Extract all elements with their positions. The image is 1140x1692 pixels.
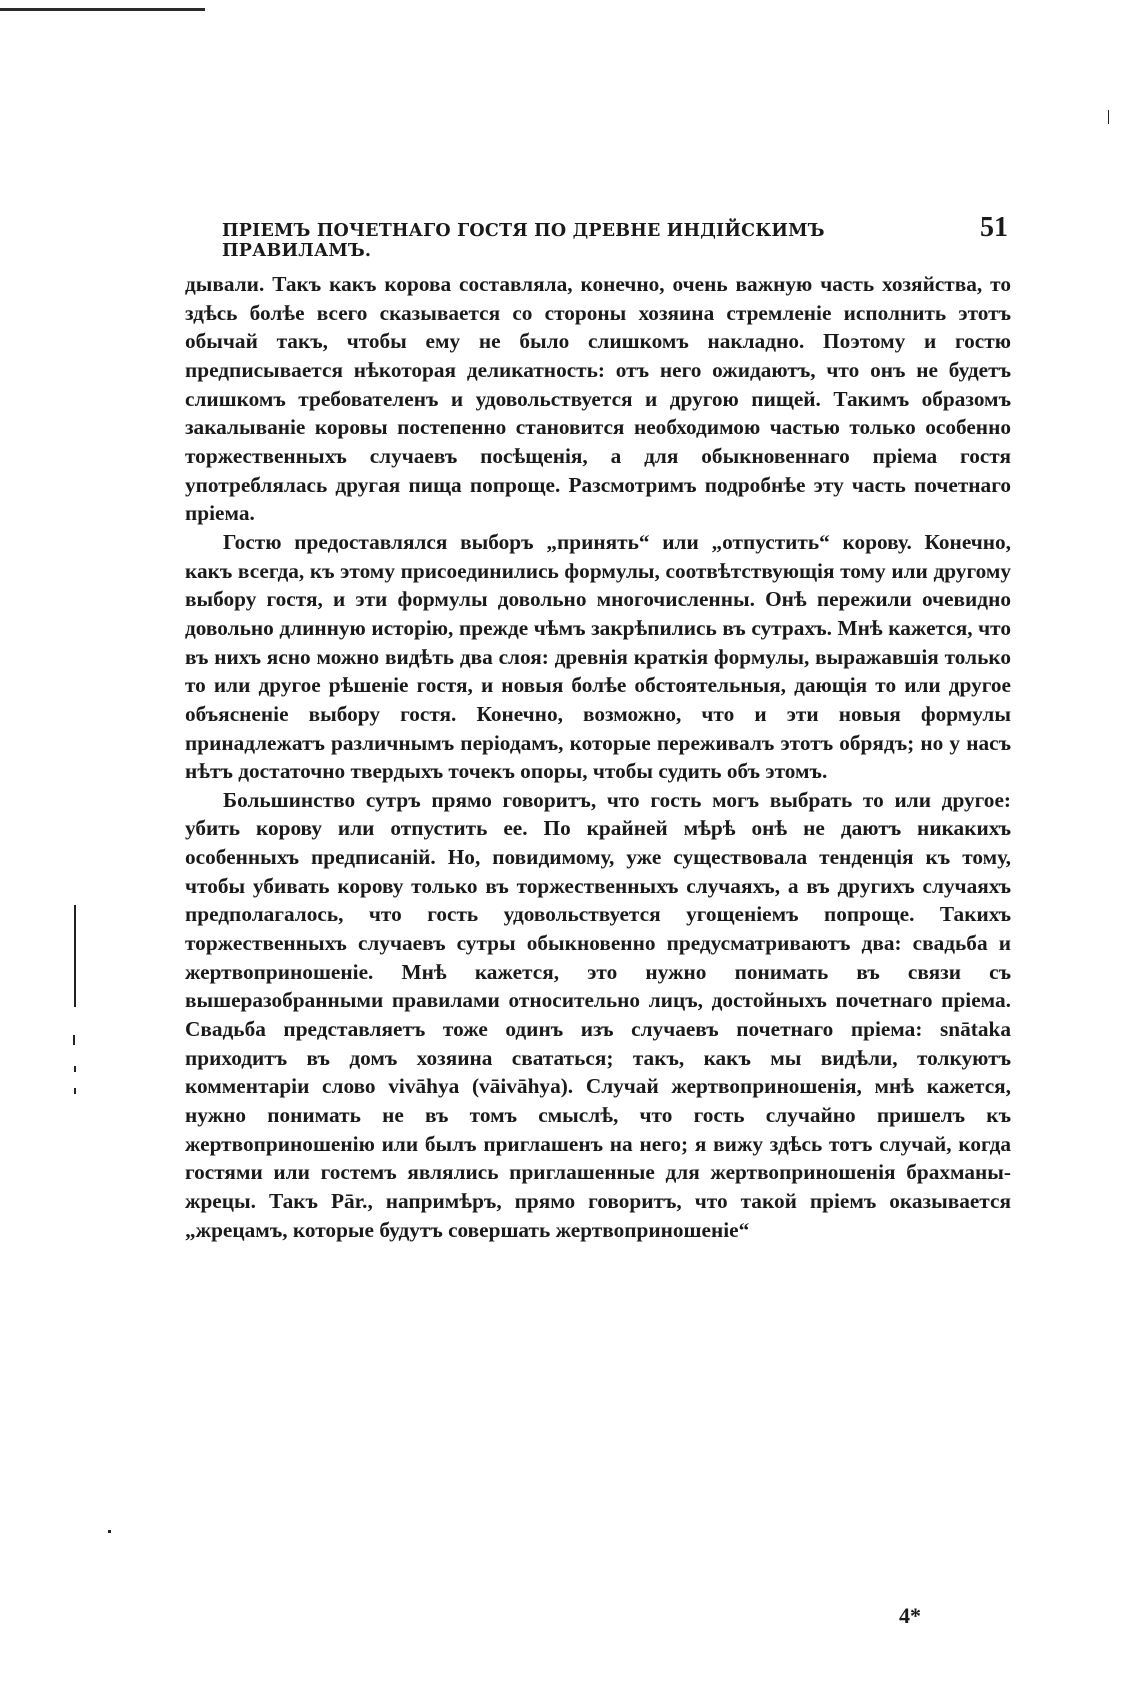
margin-scan-mark: [74, 1088, 76, 1094]
signature-mark: 4*: [899, 1603, 921, 1628]
margin-scan-mark: [74, 905, 76, 1007]
margin-scan-mark: [108, 1530, 111, 1533]
margin-scan-mark: [73, 1035, 75, 1045]
paragraph: дывали. Такъ какъ корова составляла, конечно, очень важную часть хозяйства, то здѣсь болѣе всего сказывается со стороны хозяина стремленіе исполнить этотъ обычай такъ, чтобы ему не было слишкомъ накладно. Поэтому и гостю предписывается нѣкоторая деликатность: отъ него ожидаютъ, что онъ не будетъ слишкомъ требователенъ и удовольствуется и другою пищей. Такимъ образомъ закалываніе коровы постепенно становится необходимою частью только особенно торжественныхъ случаевъ посѣщенія, а для обыкновеннаго пріема гостя употреблялась другая пища попроще. Разсмотримъ подробнѣе эту часть почетнаго пріема.: [185, 272, 1011, 526]
running-head: [222, 212, 1008, 261]
paragraph: Большинство сутръ прямо говоритъ, что гость могъ выбрать то или другое: убить корову или отпустить ее. По крайней мѣрѣ онѣ не даютъ никакихъ особенныхъ предписаній. Но, повидимому, уже существовала тенденція къ тому, чтобы убивать корову только въ торжественныхъ случаяхъ, а въ другихъ случаяхъ предполагалось, что гость удовольствуется угощеніемъ попроще. Такихъ торжественныхъ случаевъ сутры обыкновенно предусматриваютъ два: свадьба и жертвоприношеніе. Мнѣ кажется, это нужно понимать въ связи съ вышеразобранными правилами относительно лицъ, достойныхъ почетнаго пріема. Свадьба представляетъ тоже одинъ изъ случаевъ почетнаго пріема: snātaka приходитъ въ домъ хозяина свататься; такъ, какъ мы видѣли, толкуютъ комментаріи слово vivāhya (vāivāhya). Случай жертвоприношенія, мнѣ кажется, нужно понимать не въ томъ смыслѣ, что гость случайно пришелъ къ жертвоприношенію или былъ приглашенъ на него; я вижу здѣсь тотъ случай, когда гостями или гостемъ являлись приглашенные для жертвоприношенія брахманы-жрецы. Такъ Pār., напримѣръ, прямо говоритъ, что такой пріемъ оказывается „жрецамъ, которые будутъ совершать жертвоприношеніе“: [185, 787, 1011, 1242]
page-number: 51: [980, 212, 1008, 243]
paragraph: Гостю предоставлялся выборъ „принять“ или „отпустить“ корову. Конечно, какъ всегда, къ этому присоединились формулы, соотвѣтствующія тому или другому выбору гостя, и эти формулы довольно многочисленны. Онѣ пережили очевидно довольно длинную исторію, прежде чѣмъ закрѣпились въ сутрахъ. Мнѣ кажется, что въ нихъ ясно можно видѣть два слоя: древнія краткія формулы, выражавшія только то или другое рѣшеніе гостя, и новыя болѣе обстоятельныя, дающія то или другое объясненіе выбору гостя. Конечно, возможно, что и эти новыя формулы принадлежатъ различнымъ періодамъ, которые переживалъ этотъ обрядъ; но у насъ нѣтъ достаточно твердыхъ точекъ опоры, чтобы судить объ этомъ.: [185, 529, 1011, 784]
body-text: [185, 270, 1011, 1244]
margin-scan-mark: [74, 1066, 76, 1072]
margin-scan-mark: [1108, 110, 1109, 124]
top-border-rule: [0, 8, 205, 11]
running-title: ПРІЕМЪ ПОЧЕТНАГО ГОСТЯ ПО ДРЕВНЕ ИНДІЙСКИМЪ ПРАВИЛАМЪ.: [222, 221, 825, 261]
